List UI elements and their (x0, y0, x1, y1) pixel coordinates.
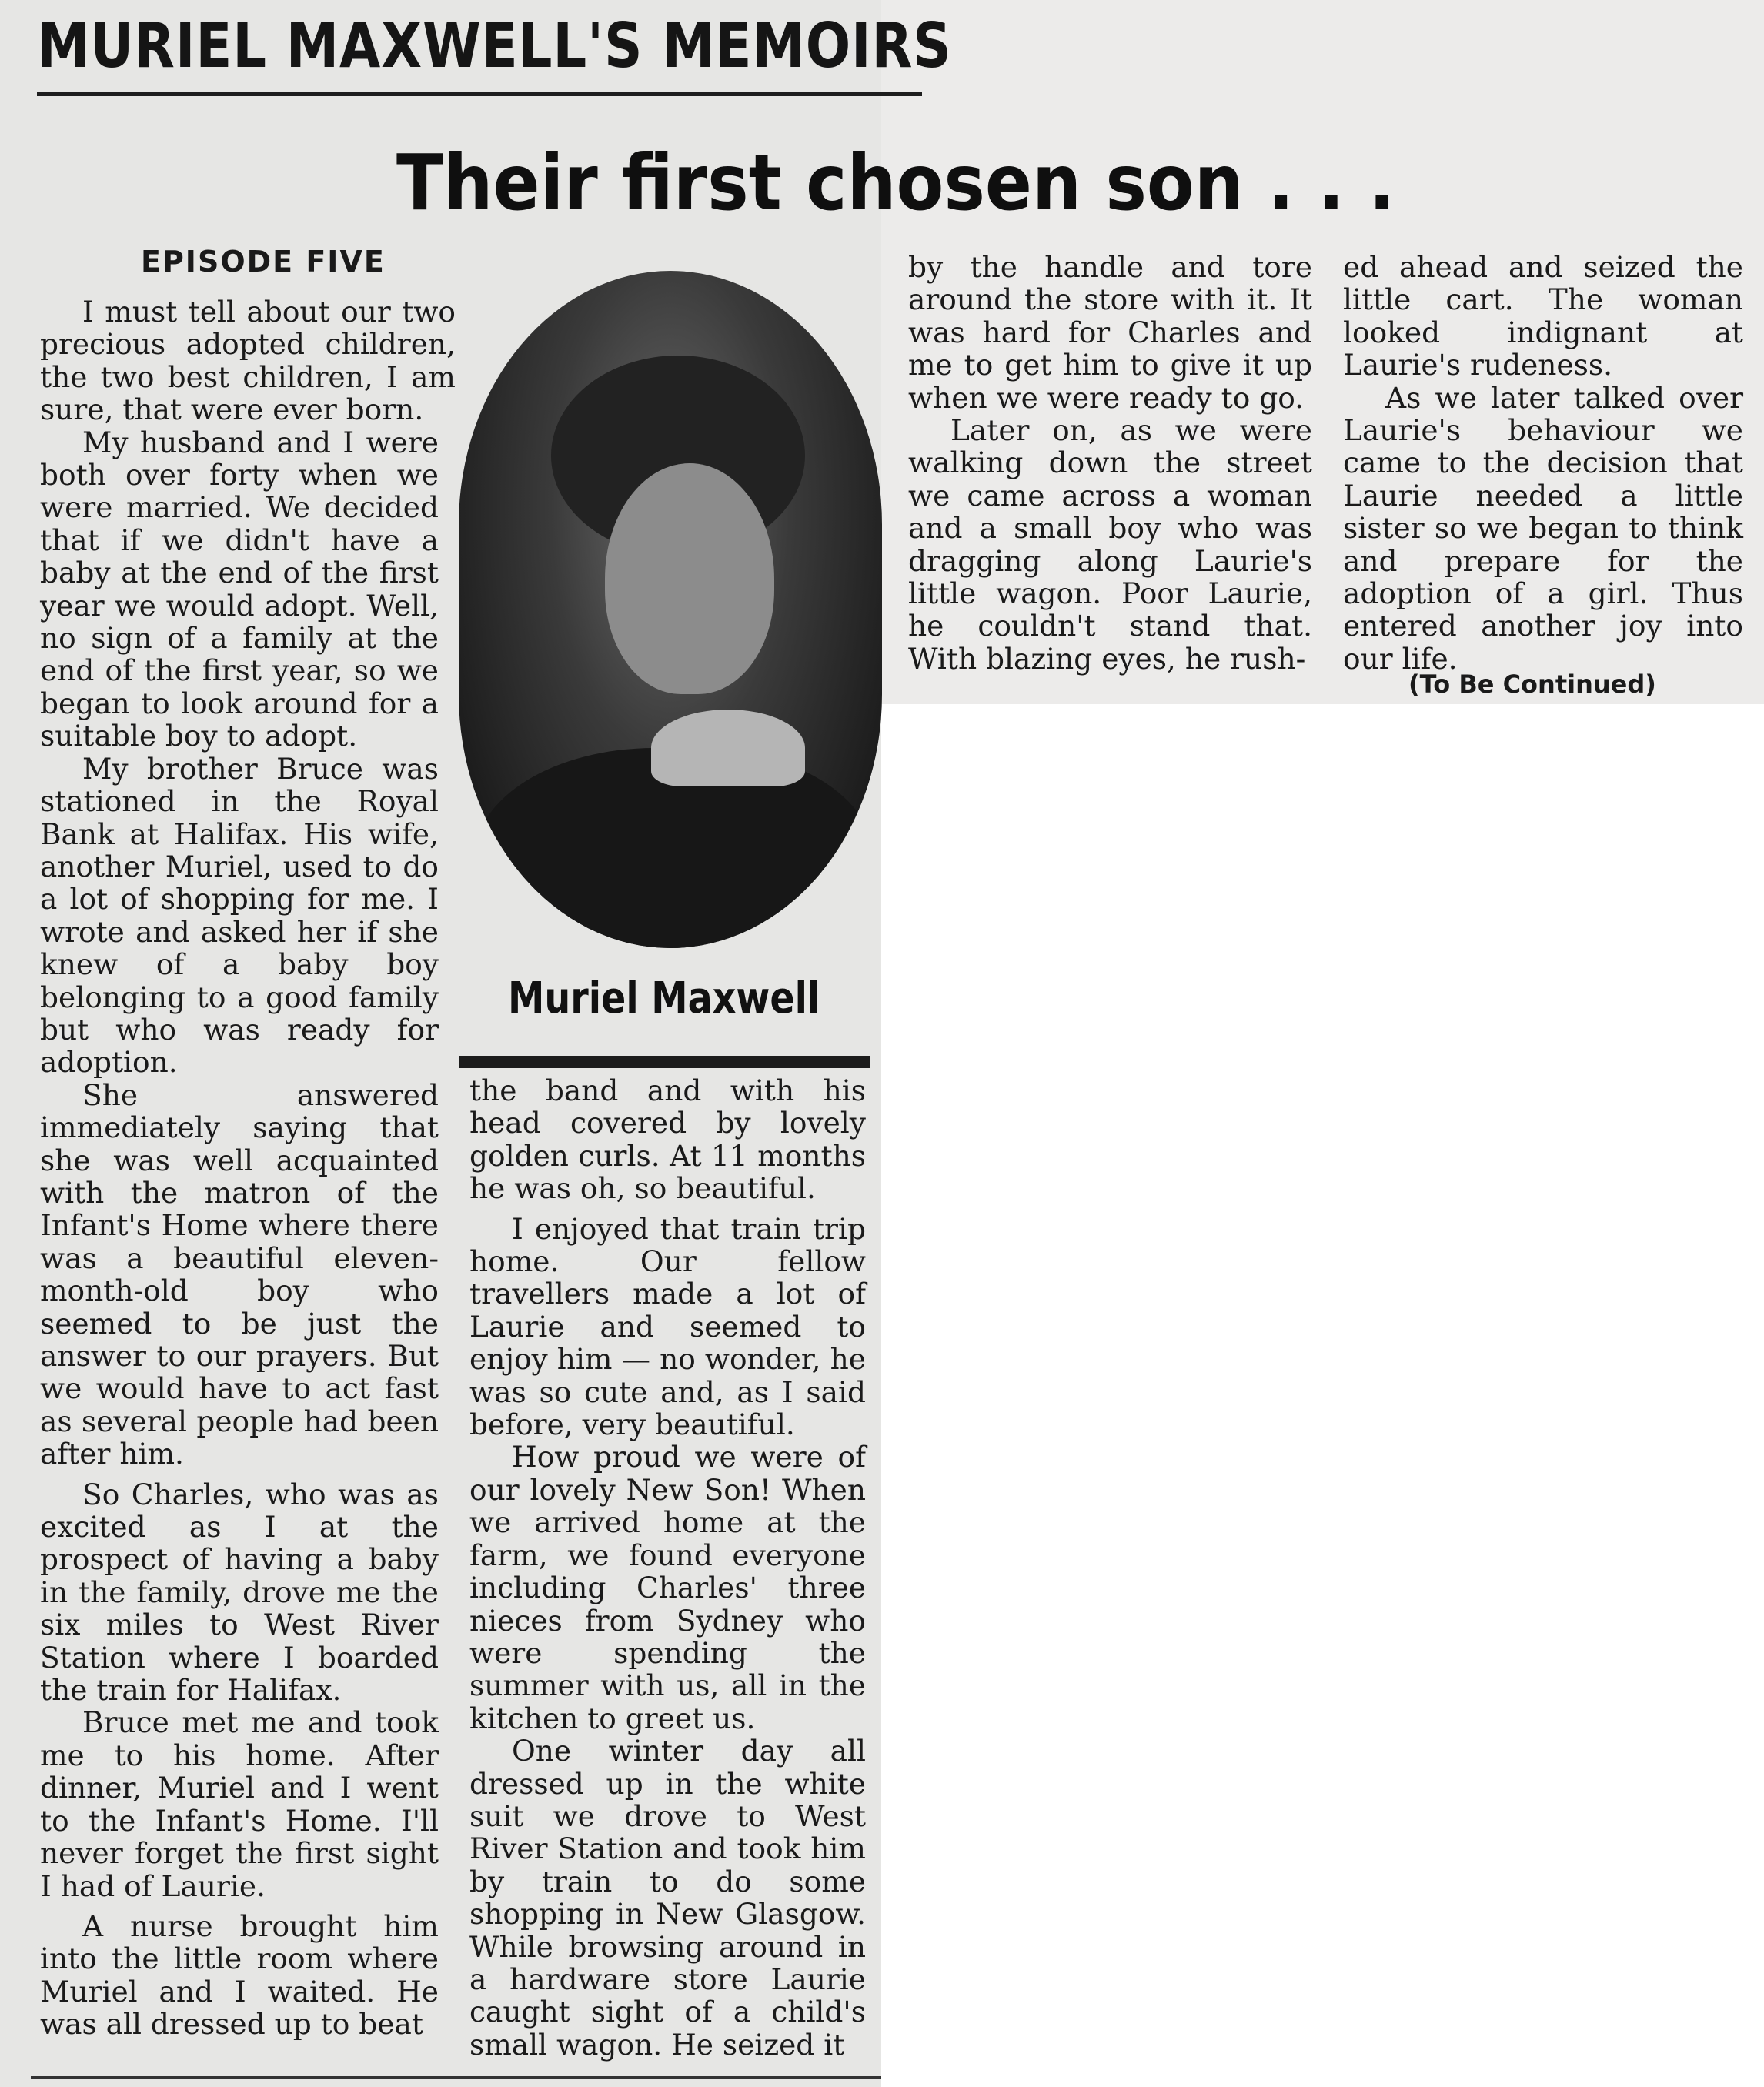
paragraph: She answered immediately saying that she was well acquainted with the matron of the Infant's Home where there was a beautiful eleven-month-old boy who seemed to be just the answer to our prayers. But we would have to act fast as several people had been after him. (40, 1077, 439, 1471)
episode-label: EPISODE FIVE (141, 245, 386, 279)
paragraph: I must tell about our two precious adopted children, the two best children, I am sure, that were ever born. (40, 295, 456, 427)
column-1 (40, 296, 456, 2041)
photo-caption: Muriel Maxwell (508, 973, 820, 1023)
paragraph: ed ahead and seized the little cart. The woman looked indignant at Laurie's rudeness. (1343, 250, 1743, 382)
paragraph: Bruce met me and took me to his home. After dinner, Muriel and I went to the Infant's Home. I'll never forget the first sight I had of Laurie. (40, 1705, 439, 1903)
paragraph: So Charles, who was as excited as I at the prospect of having a baby in the family, drove me the six miles to West River Station where I boarded the train for Halifax. (40, 1477, 439, 1708)
column-3 (908, 251, 1312, 675)
paragraph: My brother Bruce was stationed in the Royal Bank at Halifax. His wife, another Muriel, used to do a lot of shopping for me. I wrote and asked her if she knew of a baby boy belonging to a good family but who was ready for adoption. (40, 751, 439, 1080)
paragraph: A nurse brought him into the little room where Muriel and I waited. He was all dressed up to beat (40, 1908, 439, 2042)
paragraph: I enjoyed that train trip home. Our fellow travellers made a lot of Laurie and seemed to enjoy him — no wonder, he was so cute and, as I said before, very beautiful. (469, 1211, 866, 1442)
paragraph: My husband and I were both over forty when we were married. We decided that if we didn't have a baby at the end of the first year we would adopt. Well, no sign of a family at the end of the first year, so we began to look around for a suitable boy to adopt. (40, 425, 439, 753)
headline: Their first chosen son . . . (396, 138, 1395, 228)
paragraph: One winter day all dressed up in the white suit we drove to West River Station and took him by train to do some shopping in New Glasgow. While browsing around in a hardware store Laurie caught sight of a child's small wagon. He seized it (469, 1734, 866, 2062)
series-header: MURIEL MAXWELL'S MEMOIRS (37, 10, 952, 82)
paragraph: by the handle and tore around the store with it. It was hard for Charles and me to get him to give it up when we were ready to go. (908, 250, 1312, 415)
portrait-face (605, 463, 774, 694)
portrait-collar (651, 710, 805, 786)
caption-rule (459, 1056, 870, 1068)
bottom-rule (31, 2076, 881, 2079)
header-rule (37, 92, 922, 96)
to-be-continued: (To Be Continued) (1408, 670, 1656, 699)
paragraph: the band and with his head covered by lovely golden curls. At 11 months he was oh, so beautiful. (469, 1074, 866, 1206)
paragraph: As we later talked over Laurie's behaviour we came to the decision that Laurie needed a little sister so we began to think and prepare for the adoption of a girl. Thus entered another joy into our life. (1343, 380, 1743, 676)
column-2 (469, 1074, 866, 2061)
paragraph: How proud we were of our lovely New Son! When we arrived home at the farm, we found everyone including Charles' three nieces from Sydney who were spending the summer with us, all in the kitchen to greet us. (469, 1440, 866, 1735)
column-4 (1343, 251, 1743, 675)
paragraph: Later on, as we were walking down the street we came across a woman and a small boy who was dragging along Laurie's little wagon. Poor Laurie, he couldn't stand that. With blazing eyes, he rush- (908, 413, 1312, 676)
portrait-photo (459, 271, 882, 948)
